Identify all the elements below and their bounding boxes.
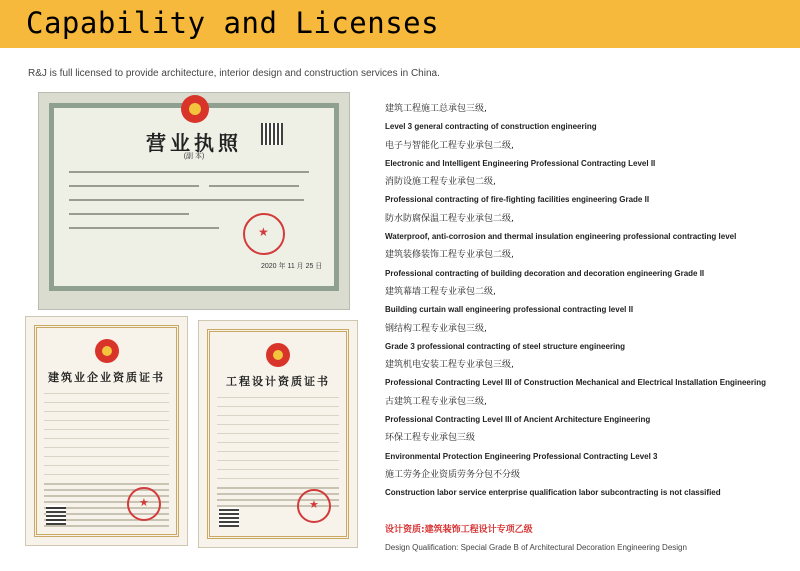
license-text-line	[209, 199, 304, 201]
license-text-line	[69, 171, 219, 173]
qr-code-icon	[219, 507, 239, 527]
license-en: Professional contracting of building decoration and decoration engineering Grade II	[385, 268, 705, 278]
intro-text: R&J is full licensed to provide architecture, interior design and construction services in China.	[28, 68, 440, 79]
license-text-line	[209, 171, 309, 173]
license-en: Professional contracting of fire-fighting facilities engineering Grade II	[385, 195, 650, 205]
license-en: Environmental Protection Engineering Professional Contracting Level 3	[385, 451, 658, 461]
license-text-line	[69, 227, 219, 229]
license-zh: 建筑机电安装工程专业承包三级,	[385, 360, 514, 371]
certificate-title: 建筑业企业资质证书	[48, 371, 165, 384]
qr-code-icon	[46, 505, 66, 525]
license-en: Building curtain wall engineering professional contracting level II	[385, 305, 634, 315]
header-banner	[0, 0, 800, 48]
license-text-line	[69, 199, 209, 201]
national-emblem-icon	[95, 339, 119, 363]
license-text-line	[69, 185, 199, 187]
license-list	[385, 100, 795, 503]
license-zh: 建筑装修装饰工程专业承包二级,	[385, 250, 514, 261]
national-emblem-icon	[266, 343, 290, 367]
license-zh: 消防设施工程专业承包二级,	[385, 177, 496, 188]
national-emblem-icon	[181, 95, 209, 123]
license-zh: 古建筑工程专业承包三级,	[385, 396, 487, 407]
design-qualification-title: 设计资质:建筑装饰工程设计专项乙级	[385, 525, 533, 535]
design-qualification-text: Design Qualification: Special Grade B of Architectural Decoration Engineering Design	[385, 543, 687, 552]
license-zh: 施工劳务企业资质劳务分包不分级	[385, 469, 521, 480]
certificate-title: 工程设计资质证书	[226, 375, 330, 388]
qr-code-icon	[261, 123, 283, 145]
red-seal-icon	[243, 213, 285, 255]
license-en: Grade 3 professional contracting of steel structure engineering	[385, 341, 626, 351]
license-date: 2020 年 11 月 25 日	[261, 263, 323, 270]
business-license-image	[38, 92, 350, 310]
design-qualification-certificate-image	[198, 320, 358, 548]
license-en: Construction labor service enterprise qualification labor subcontracting is not classified	[385, 488, 721, 498]
license-en: Level 3 general contracting of construction engineering	[385, 122, 597, 132]
license-text-line	[209, 185, 299, 187]
license-subtitle: (副 本)	[183, 153, 205, 160]
license-text-line	[69, 213, 189, 215]
red-seal-icon	[297, 489, 331, 523]
license-zh: 建筑工程施工总承包三级,	[385, 104, 487, 114]
license-en: Professional Contracting Level III of Construction Mechanical and Electrical Installation Engineering	[385, 378, 766, 388]
license-en: Waterproof, anti-corrosion and thermal insulation engineering professional contracting level	[385, 232, 737, 242]
license-title: 营业执照	[146, 131, 242, 155]
red-seal-icon	[127, 487, 161, 521]
construction-qualification-certificate-image	[25, 316, 188, 546]
page-title: Capability and Licenses	[26, 6, 440, 40]
license-zh: 环保工程专业承包三级	[385, 433, 476, 444]
license-zh: 防水防腐保温工程专业承包二级,	[385, 213, 514, 224]
license-zh: 钢结构工程专业承包三级,	[385, 323, 487, 334]
license-zh: 建筑幕墙工程专业承包二级,	[385, 286, 496, 297]
certificate-table	[44, 393, 169, 475]
certificate-table	[217, 397, 339, 479]
license-zh: 电子与智能化工程专业承包二级,	[385, 140, 514, 151]
license-en: Electronic and Intelligent Engineering Professional Contracting Level II	[385, 158, 656, 168]
license-en: Professional Contracting Level III of Ancient Architecture Engineering	[385, 415, 651, 425]
